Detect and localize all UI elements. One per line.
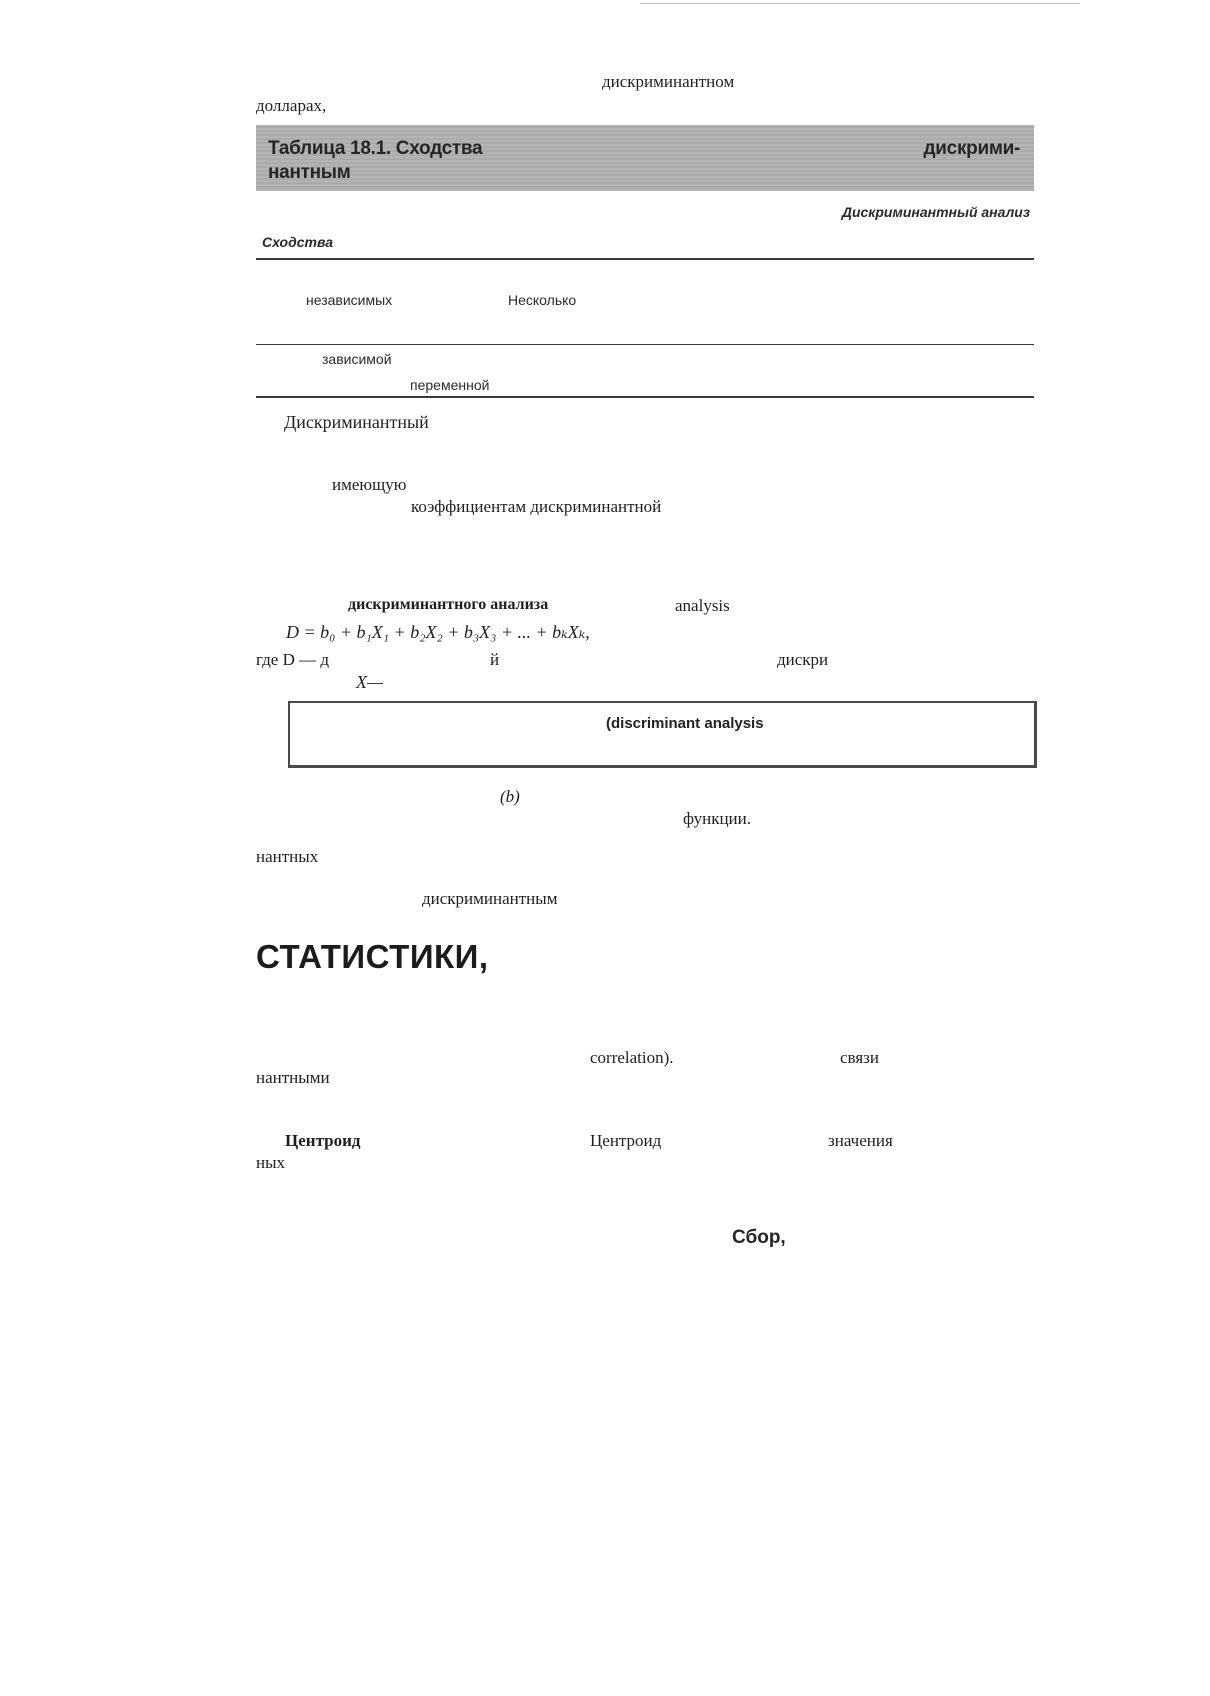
table-title-wrap: нантным bbox=[268, 162, 351, 183]
word-correlation: correlation). bbox=[590, 1048, 674, 1067]
function-word: функции. bbox=[683, 809, 751, 828]
discriminant-formula: D = b₀ + b₁X₁ + b₂X₂ + b₃X₃ + ... + bₖXₖ, bbox=[286, 622, 590, 642]
word-centroid: Центроид bbox=[590, 1131, 662, 1150]
word-znacheniya: значения bbox=[828, 1131, 893, 1150]
definition-box bbox=[288, 701, 1037, 768]
intro-word-dollars: долларах, bbox=[256, 96, 327, 115]
word-sbor: Сбор, bbox=[732, 1227, 786, 1248]
table-title-continued: дискрими- bbox=[923, 138, 1020, 159]
word-nantnyh: нантных bbox=[256, 847, 319, 866]
x-definition: X— bbox=[356, 672, 383, 692]
model-label: дискриминантного анализа bbox=[348, 596, 549, 613]
word-nyh: ных bbox=[256, 1153, 286, 1172]
word-svyazi: связи bbox=[840, 1048, 879, 1067]
table-title: Таблица 18.1. Сходства bbox=[268, 138, 483, 159]
table-col-header-da: Дискриминантный анализ bbox=[841, 204, 1030, 220]
top-border-line bbox=[640, 3, 1080, 4]
table-rule-row1 bbox=[256, 344, 1034, 345]
b-symbol: (b) bbox=[500, 787, 520, 806]
section-heading: СТАТИСТИКИ, bbox=[256, 938, 489, 975]
body-word-having: имеющую bbox=[332, 475, 407, 494]
table-row1-label: независимых bbox=[306, 292, 393, 308]
table-row2-label-b: переменной bbox=[410, 377, 490, 393]
body-words-coefficients: коэффициентам дискриминантной bbox=[411, 497, 662, 516]
table-rule-bottom bbox=[256, 396, 1034, 398]
table-col-header-similarities: Сходства bbox=[262, 234, 334, 250]
where-end: дискри bbox=[777, 650, 829, 669]
model-label-en: analysis bbox=[675, 596, 730, 615]
word-nantnymi: нантными bbox=[256, 1068, 330, 1087]
intro-word-discriminant: дискриминантном bbox=[602, 72, 735, 91]
table-rule-header bbox=[256, 258, 1034, 260]
table-row2-label-a: зависимой bbox=[322, 351, 392, 367]
term-centroid: Центроид bbox=[285, 1131, 361, 1150]
where-start: где D — д bbox=[256, 650, 329, 669]
table-title-band bbox=[256, 125, 1034, 191]
body-word-discriminant: Дискриминантный bbox=[284, 412, 429, 432]
definition-box-title: (discriminant analysis bbox=[606, 715, 764, 732]
table-row1-value: Несколько bbox=[508, 292, 577, 308]
where-mid: й bbox=[490, 650, 500, 669]
word-discriminant-instr: дискриминантным bbox=[422, 889, 558, 908]
